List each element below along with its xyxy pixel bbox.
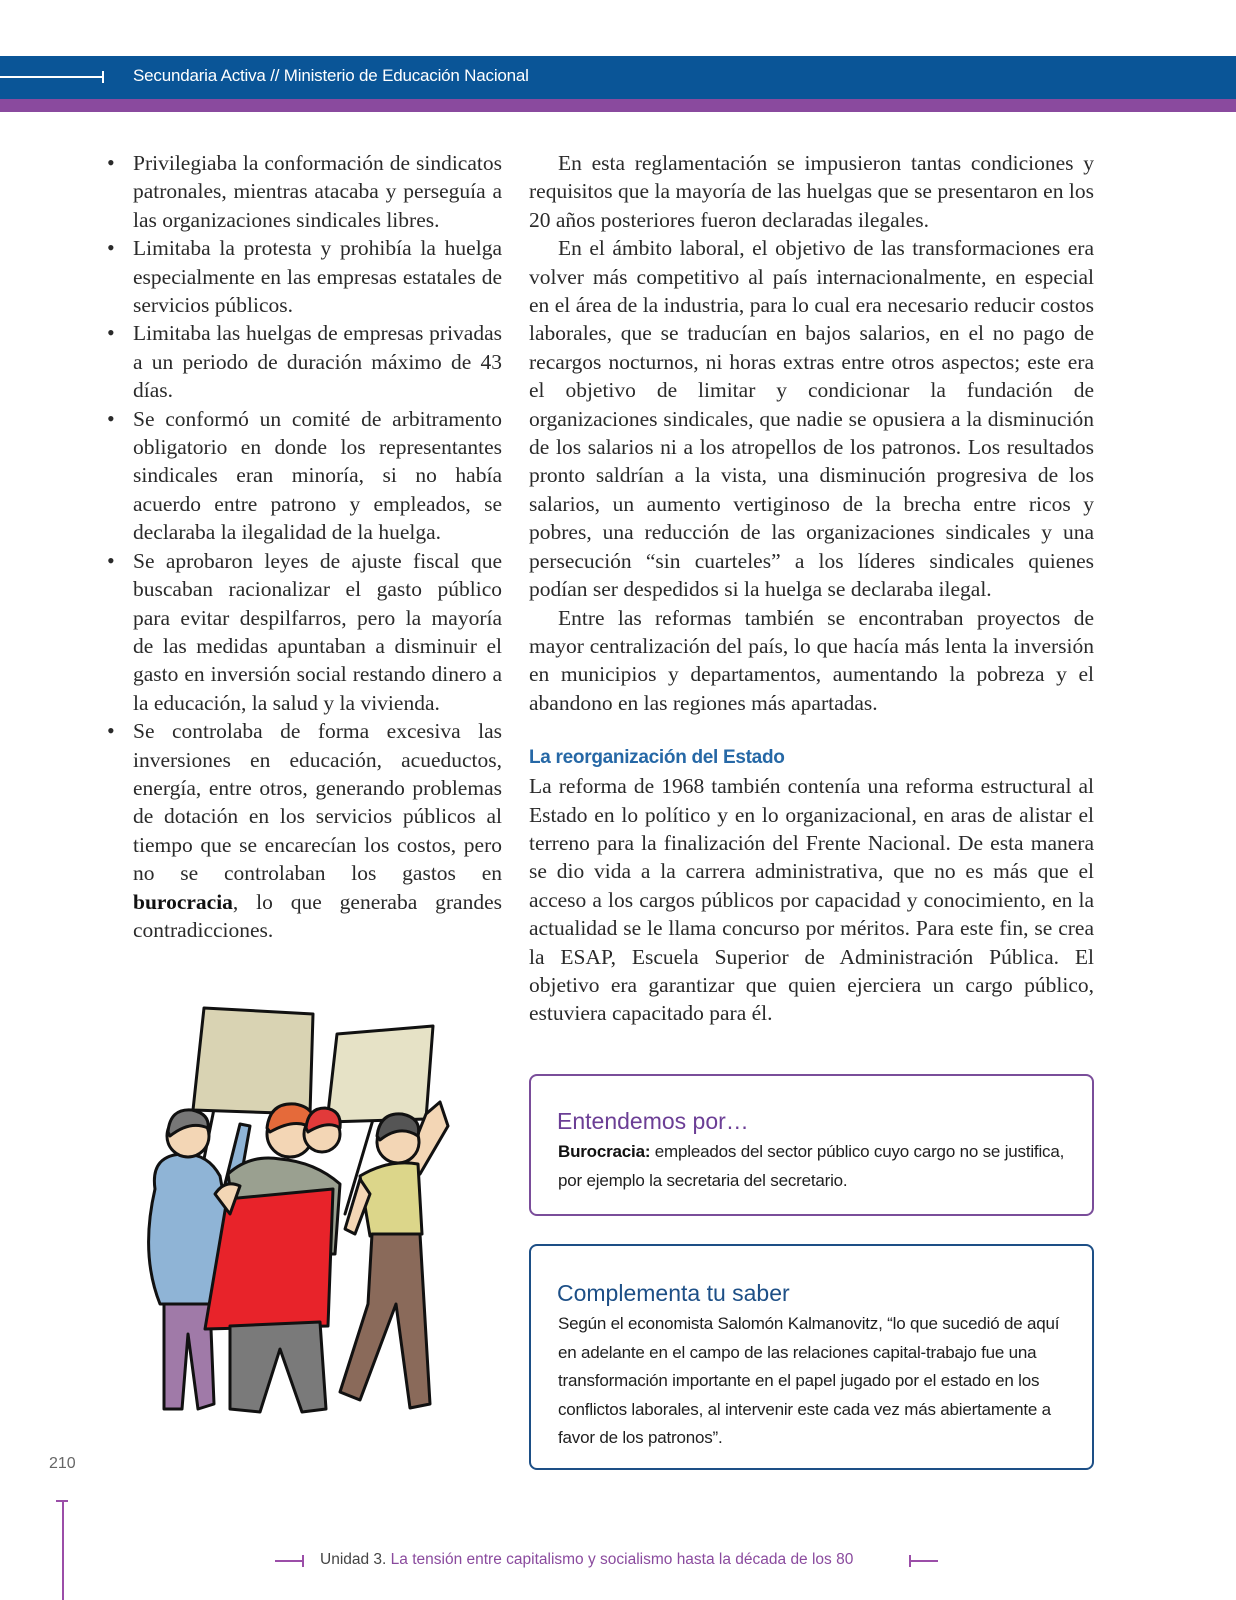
definition-box-title: Entendemos por… xyxy=(557,1108,749,1134)
paragraph: En el ámbito laboral, el objetivo de las transformaciones era volver más competitivo al país internacionalmente, en especial en el área de la industria, para lo cual era necesario reducir costos laborales, que se traducían en bajos salarios, en el no pago de recargos nocturnos, ni horas extras entre otros aspectos; este era el objetivo de limitar y condicionar la fundación de organizaciones sindicales, que nadie se opusiera a la disminución de los salarios ni a los atropellos de los patronos. Los resultados pronto saldrían a la vista, una disminución progresiva de los salarios, un aumento vertiginoso de la brecha entre ricos y pobres, una reducción de las organizaciones sindicales y una persecución “sin cuarteles” a los líderes sindicales quienes podían ser despedidos si la huelga se declaraba ilegal. xyxy=(529,236,1094,602)
bullet-item: • Se aprobaron leyes de ajuste fiscal que buscaban racionalizar el gasto público para evitar despilfarros, pero la mayoría de las medidas apuntaban a disminuir el gasto en inversión social restando dinero a la educación, la salud y la vivienda. xyxy=(107,547,502,717)
margin-rule-tick xyxy=(56,1500,68,1502)
header-rule-tick xyxy=(102,71,104,83)
header-title: Secundaria Activa // Ministerio de Educación Nacional xyxy=(133,66,529,85)
bullet-item: • Se conformó un comité de arbitramento obligatorio en donde los representantes sindicales eran minoría, si no había acuerdo entre patrono y empleados, se declaraba la ilegalidad de la huelga. xyxy=(107,405,502,547)
definition-box xyxy=(529,1074,1094,1216)
right-column xyxy=(529,149,1094,1028)
complement-box-text: Según el economista Salomón Kalmanovitz, “lo que sucedió de aquí en adelante en el campo de las relaciones capital-trabajo fue una transformación importante en el papel jugado por el estado en los conflictos laborales, al intervenir este cada vez más abiertamente a favor de los patronos”. xyxy=(558,1314,1060,1447)
bullet-item: • Limitaba la protesta y prohibía la huelga especialmente en las empresas estatales de servicios públicos. xyxy=(107,234,502,319)
footer-text xyxy=(320,1551,853,1569)
footer-title: La tensión entre capitalismo y socialismo hasta la década de los 80 xyxy=(386,1551,854,1568)
paragraph: Entre las reformas también se encontraban proyectos de mayor centralización del país, lo que hacía más lenta la inversión en municipios y departamentos, aumentando la pobreza y el abandono en las regiones más apartadas. xyxy=(529,605,1094,715)
header-rule xyxy=(0,76,104,78)
complement-box xyxy=(529,1244,1094,1470)
bullet-item-burocracia xyxy=(107,717,502,944)
definition-term: Burocracia: xyxy=(558,1142,651,1161)
definition-box-text xyxy=(558,1138,1070,1195)
footer-unit: Unidad 3. xyxy=(320,1551,387,1568)
footer-rule-left xyxy=(275,1560,303,1562)
margin-rule xyxy=(62,1500,64,1600)
definition-body: empleados del sector público cuyo cargo no se justifica, por ejemplo la secretaria del secretario. xyxy=(558,1142,1065,1190)
footer-rule-right-tick xyxy=(909,1555,911,1567)
bullet-list xyxy=(107,149,502,944)
footer-rule-right xyxy=(910,1560,938,1562)
paragraph: La reforma de 1968 también contenía una reforma estructural al Estado en lo político y en lo organizacional, en aras de alistar el terreno para la finalización del Frente Nacional. De esta manera se dio vida a la carrera administrativa, que no es más que el acceso a los cargos públicos por capacidad y conocimiento, en la actualidad se le llama concurso por méritos. Para este fin, se crea la ESAP, Escuela Superior de Administración Pública. El objetivo era garantizar que quien ejerciera un cargo público, estuviera capacitado para él. xyxy=(529,774,1094,1026)
bullet-text: , lo que generaba grandes contradicciones. xyxy=(133,889,502,942)
section-heading: La reorganización del Estado xyxy=(529,747,785,769)
bullet-text: Se controlaba de forma excesiva las inversiones en educación, acueductos, energía, entre otros, generando problemas de dotación en los servicios públicos al tiempo que se encarecían los costos, pero no se controlaban los gastos en xyxy=(133,719,502,886)
left-column xyxy=(107,149,502,944)
header-accent-stripe xyxy=(0,99,1236,112)
paragraph: En esta reglamentación se impusieron tantas condiciones y requisitos que la mayoría de las huelgas que se presentaron en los 20 años posteriores fueron declaradas ilegales. xyxy=(529,151,1094,232)
bold-term-burocracia: burocracia xyxy=(133,889,233,914)
bullet-item: • Privilegiaba la conformación de sindicatos patronales, mientras atacaba y perseguía a las organizaciones sindicales libres. xyxy=(107,149,502,234)
complement-box-title: Complementa tu saber xyxy=(557,1280,790,1306)
protest-illustration xyxy=(130,1004,470,1428)
footer-rule-left-tick xyxy=(302,1555,304,1567)
page-number: 210 xyxy=(49,1455,76,1472)
bullet-item: • Limitaba las huelgas de empresas privadas a un periodo de duración máximo de 43 días. xyxy=(107,319,502,404)
